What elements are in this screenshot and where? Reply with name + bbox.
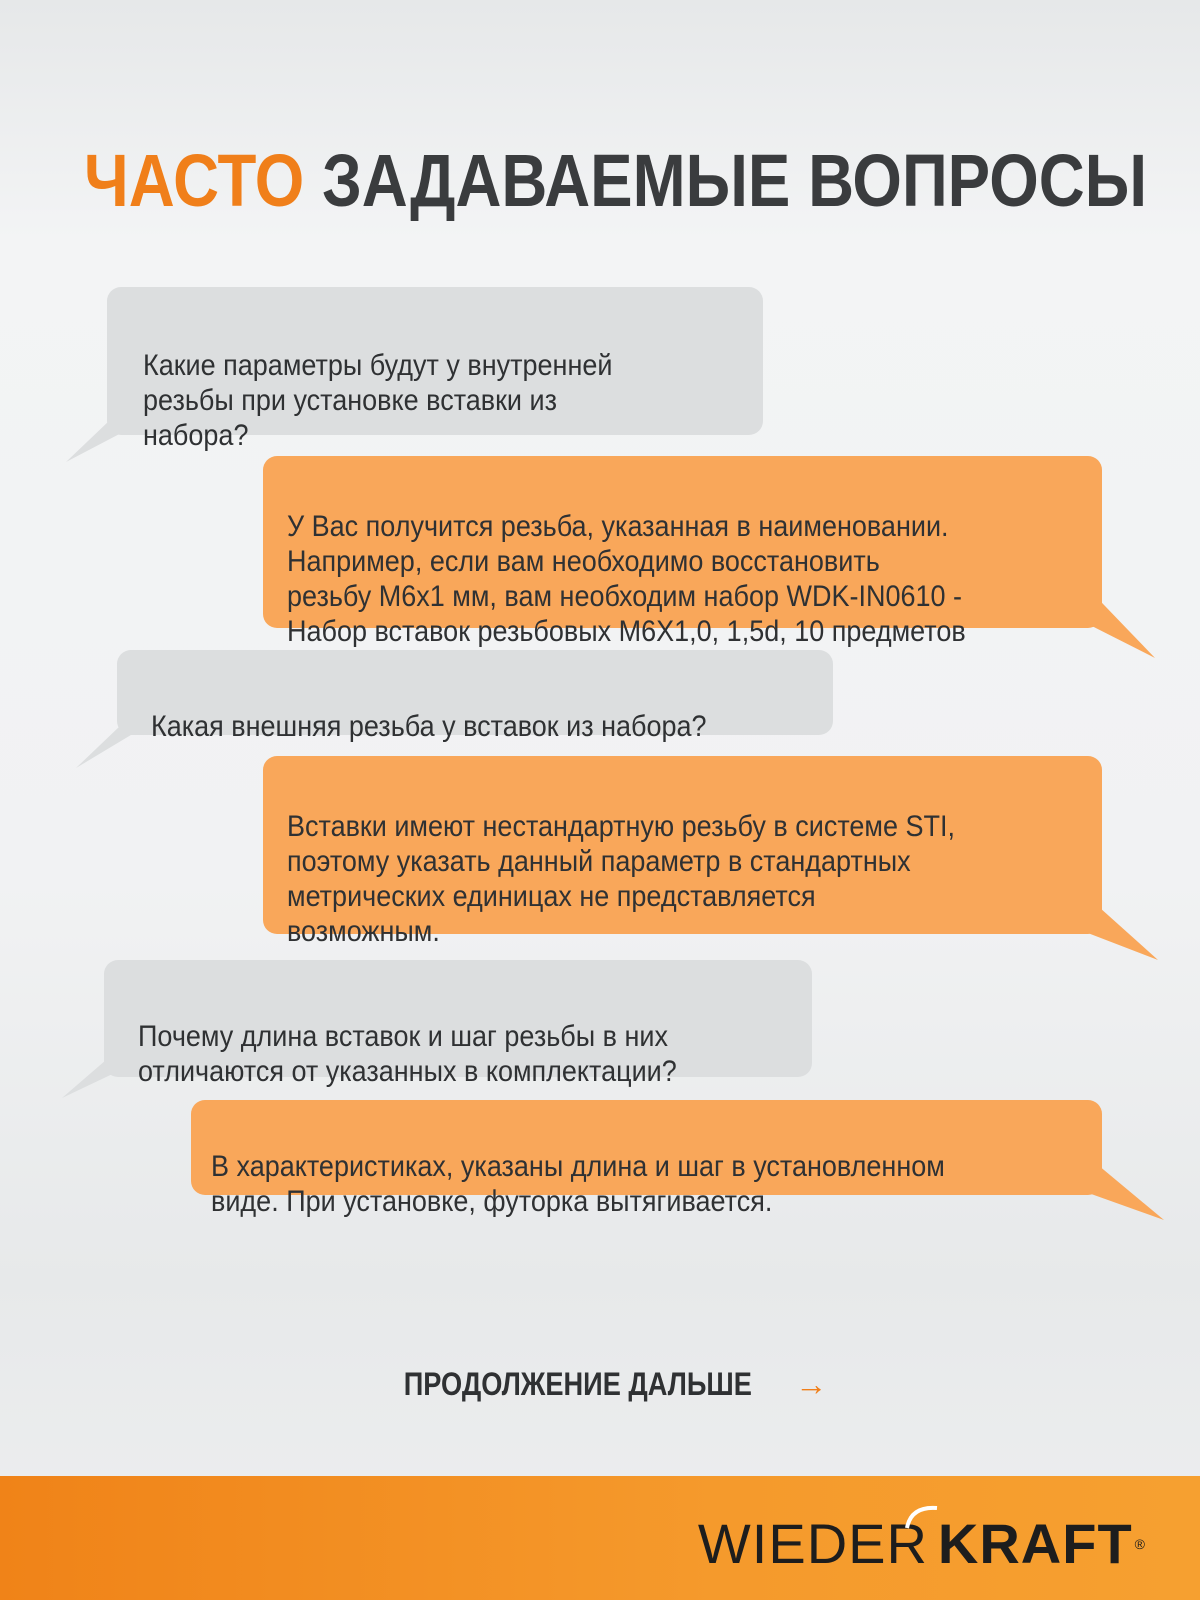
logo-arc-icon xyxy=(903,1502,943,1532)
title-main: ЗАДАВАЕМЫЕ ВОПРОСЫ xyxy=(321,139,1148,222)
brand-logo xyxy=(698,1514,1145,1574)
answer-text: У Вас получится резьба, указанная в наименовании. Например, если вам необходимо восстановить резьбу М6х1 мм, вам необходим набор WDK-IN0610 - Набор вставок резьбовых М6Х1,0, 1,5d, 10 предметов xyxy=(287,510,966,648)
question-bubble xyxy=(117,650,833,743)
footer-bar xyxy=(0,1476,1200,1600)
title-accent: ЧАСТО xyxy=(84,139,305,222)
answer-bubble xyxy=(263,456,1102,648)
answer-text: В характеристиках, указаны длина и шаг в установленном виде. При установке, футорка вытягивается. xyxy=(211,1150,945,1218)
registered-icon: ® xyxy=(1134,1536,1145,1552)
question-bubble xyxy=(107,287,763,452)
answer-bubble xyxy=(191,1100,1102,1218)
page-title xyxy=(84,138,1148,223)
arrow-right-icon: → xyxy=(795,1366,828,1402)
answer-bubble xyxy=(263,756,1102,948)
question-text: Какая внешняя резьба у вставок из набора? xyxy=(151,710,707,743)
answer-text: Вставки имеют нестандартную резьбу в системе STI, поэтому указать данный параметр в стандартных метрических единицах не представляется возможным. xyxy=(287,810,956,948)
question-text: Какие параметры будут у внутренней резьбы при установке вставки из набора? xyxy=(143,349,613,452)
logo-kraft: KRAFT xyxy=(937,1512,1133,1575)
question-bubble xyxy=(104,960,812,1088)
continue-label: ПРОДОЛЖЕНИЕ ДАЛЬШЕ xyxy=(403,1366,752,1402)
logo-wieder: WIEDER xyxy=(697,1512,928,1575)
continue-link[interactable] xyxy=(0,1366,1200,1403)
question-text: Почему длина вставок и шаг резьбы в них отличаются от указанных в комплектации? xyxy=(138,1020,677,1088)
